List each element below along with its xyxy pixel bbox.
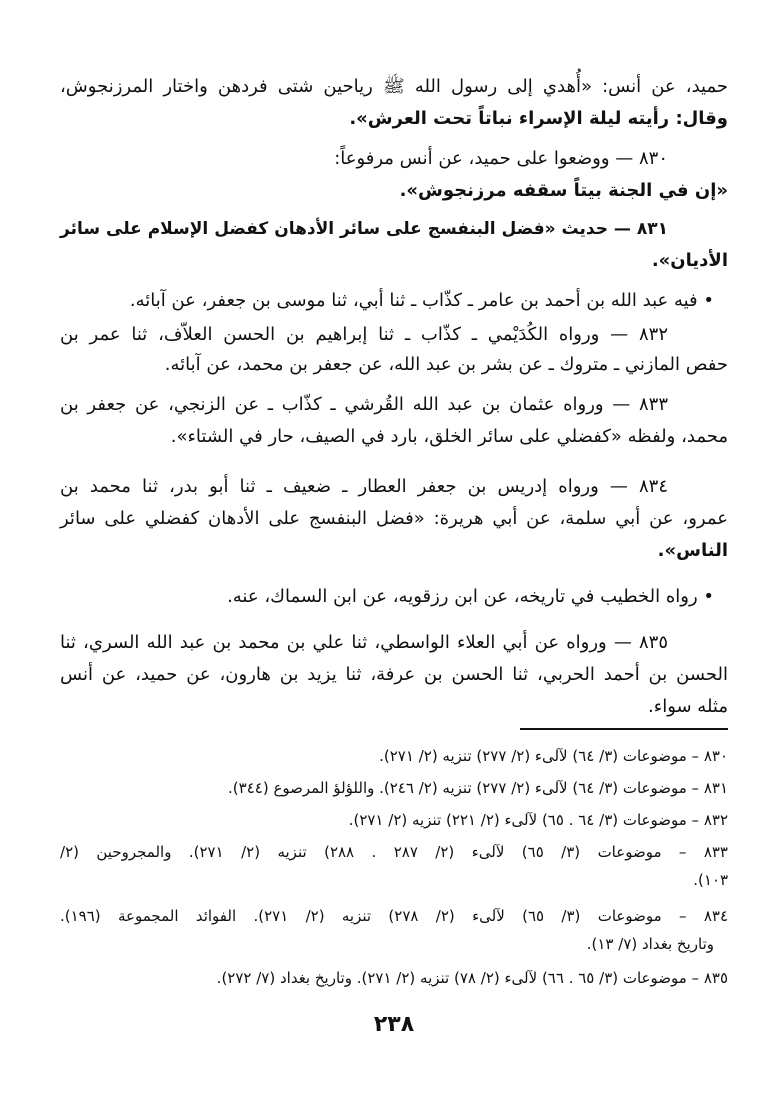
text-line-2: وقال: رأيته ليلة الإسراء نباتاً تحت العرش».: [349, 108, 728, 129]
footnote-835: ٨٣٥ – موضوعات (٣/ ٦٥ . ٦٦) لآلىء (٢/ ٧٨) تنزيه (٢/ ٢٧١). وتاريخ بغداد (٧/ ٢٧٢).: [216, 969, 728, 987]
book-page: [60, 52, 728, 1052]
hadith-831-header: ٨٣١ — حديث «فضل البنفسج على سائر الأدهان كفضل الإسلام على سائر: [60, 219, 668, 239]
footnote-separator: [520, 728, 728, 730]
hadith-834-header: ٨٣٤ — ورواه إدريس بن جعفر العطار ـ ضعيف ـ ثنا أبو بدر، ثنا محمد بن: [60, 476, 668, 497]
hadith-835-header: ٨٣٥ — ورواه عن أبي العلاء الواسطي، ثنا علي بن محمد بن عبد الله السري، ثنا: [60, 632, 668, 653]
hadith-834-text: عمرو، عن أبي سلمة، عن أبي هريرة: «فضل البنفسج على الأدهان كفضلي على سائر: [60, 508, 728, 529]
hadith-831-text: الأديان».: [651, 250, 728, 271]
hadith-834-text-end: الناس».: [657, 540, 728, 561]
bullet-note-1: • فيه عبد الله بن أحمد بن عامر ـ كذّاب ـ ثنا أبي، ثنا موسى بن جعفر، عن آبائه.: [129, 290, 714, 311]
footnote-833-cont: ١٠٣).: [693, 871, 728, 889]
page-number: ٢٣٨: [373, 1012, 415, 1037]
hadith-832-text: حفص المازني ـ متروك ـ عن بشر بن عبد الله، عن جعفر بن محمد، عن آبائه.: [164, 354, 728, 375]
hadith-835-text-end: مثله سواء.: [648, 696, 728, 717]
footnote-834: ٨٣٤ – موضوعات (٣/ ٦٥) لآلىء (٢/ ٢٧٨) تنزيه (٢/ ٢٧١). الفوائد المجموعة (١٩٦).: [60, 907, 728, 925]
bullet-note-2: • رواه الخطيب في تاريخه، عن ابن رزقويه، عن ابن السماك، عنه.: [227, 586, 714, 607]
footnote-833: ٨٣٣ – موضوعات (٣/ ٦٥) لآلىء (٢/ ٢٨٧ . ٢٨٨) تنزيه (٢/ ٢٧١). والمجروحين (٢/: [60, 843, 728, 861]
hadith-830-header: ٨٣٠ — ووضعوا على حميد، عن أنس مرفوعاً:: [334, 148, 668, 169]
hadith-835-text: الحسن بن أحمد الحربي، ثنا الحسن بن عرفة، ثنا يزيد بن هارون، عن حميد، عن أنس: [60, 664, 728, 685]
footnote-830: ٨٣٠ – موضوعات (٣/ ٦٤) لآلىء (٢/ ٢٧٧) تنزيه (٢/ ٢٧١).: [379, 747, 728, 765]
hadith-832-header: ٨٣٢ — ورواه الكُدَيْمي ـ كذّاب ـ ثنا إبراهيم بن الحسن العلاّف، ثنا عمر بن: [60, 324, 668, 345]
footnote-832: ٨٣٢ – موضوعات (٣/ ٦٤ . ٦٥) لآلىء (٢/ ٢٢١) تنزيه (٢/ ٢٧١).: [348, 811, 728, 829]
footnote-831: ٨٣١ – موضوعات (٣/ ٦٤) لآلىء (٢/ ٢٧٧) تنزيه (٢/ ٢٤٦). واللؤلؤ المرصوع (٣٤٤).: [228, 779, 728, 797]
hadith-833-text: محمد، ولفظه «كفضلي على سائر الخلق، بارد في الصيف، حار في الشتاء».: [170, 426, 728, 447]
hadith-833-header: ٨٣٣ — ورواه عثمان بن عبد الله القُرشي ـ كذّاب ـ عن الزنجي، عن جعفر بن: [60, 394, 668, 415]
footnote-834-cont: وتاريخ بغداد (٧/ ١٣).: [586, 935, 714, 953]
text-line-1: حميد، عن أنس: «أُهدي إلى رسول الله ﷺ رياحين شتى فردهن واختار المرزنجوش،: [60, 76, 728, 97]
hadith-830-text: «إن في الجنة بيتاً سقفه مرزنجوش».: [399, 180, 728, 201]
